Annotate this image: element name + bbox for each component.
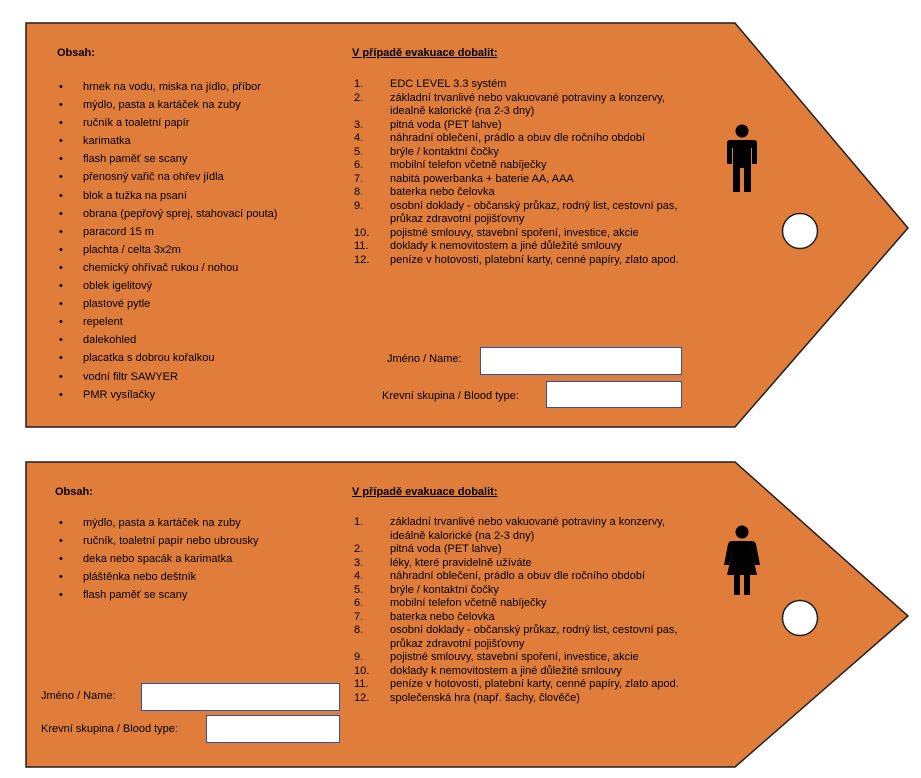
list-item (354, 624, 679, 638)
item-number: 9. (354, 199, 364, 212)
item-text: základní trvanlivé nebo vakuované potraviny a konzervy, (390, 91, 665, 104)
list-item: • oblek igelitový (59, 277, 277, 295)
item-number: 4. (354, 570, 364, 582)
obsah-title: Obsah: (57, 47, 95, 59)
item-number: 10. (354, 226, 370, 239)
list-item: • dalekohled (59, 331, 277, 349)
item-number: 7. (354, 172, 364, 185)
list-item: • blok a tužka na psaní (59, 187, 277, 205)
tag-hole (783, 214, 818, 249)
item-text: náhradní oblečení, prádlo a obuv dle ročního období (390, 570, 646, 582)
list-item (354, 132, 679, 146)
item-text: EDC LEVEL 3.3 systém (390, 78, 507, 90)
list-item (354, 254, 679, 268)
list-item: • obrana (pepřový sprej, stahovací pouta) (59, 205, 277, 223)
item-text: průkaz zdravotní pojišťovny (390, 213, 525, 225)
list-item (354, 557, 679, 571)
item-number: 1. (354, 516, 364, 528)
list-item (354, 240, 679, 254)
evacuation-list (354, 516, 679, 705)
list-item: • paracord 15 m (59, 223, 277, 241)
evacuation-title: V případě evakuace dobalit: (352, 47, 498, 59)
item-text: osobní doklady - občanský průkaz, rodný list, cestovní pas, (390, 624, 678, 636)
list-item: • ručník, toaletní papír nebo ubrousky (59, 532, 259, 550)
item-text: peníze v hotovosti, platební karty, cenné papíry, zlato apod. (390, 253, 679, 266)
list-item: • mýdlo, pasta a kartáček na zuby (59, 96, 277, 114)
list-item (354, 570, 679, 584)
list-item: • mýdlo, pasta a kartáček na zuby (59, 514, 259, 532)
list-item: • repelent (59, 313, 277, 331)
item-text: brýle / kontaktní čočky (390, 145, 499, 158)
item-number: 5. (354, 583, 364, 596)
list-item-continuation (354, 105, 679, 119)
list-item (354, 692, 679, 706)
item-text: osobní doklady - občanský průkaz, rodný list, cestovní pas, (390, 199, 678, 212)
list-item: • ručník a toaletní papír (59, 114, 277, 132)
item-text: ideálně kalorické (na 2-3 dny) (390, 529, 535, 542)
list-item (354, 200, 679, 214)
item-number: 12. (354, 691, 370, 704)
item-number: 2. (354, 543, 364, 555)
list-item: • placatka s dobrou kořalkou (59, 349, 277, 367)
list-item (354, 186, 679, 200)
item-text: průkaz zdravotní pojišťovny (390, 637, 525, 650)
list-item (354, 173, 679, 187)
list-item (354, 78, 679, 92)
item-number: 3. (354, 556, 364, 569)
item-number: 9. (354, 651, 364, 663)
item-text: společenská hra (např. šachy, člověče) (390, 691, 580, 704)
list-item: • PMR vysílačky (59, 386, 277, 404)
list-item (354, 146, 679, 160)
list-item: • flash paměť se scany (59, 586, 259, 604)
list-item (354, 651, 679, 665)
luggage-tag-female (0, 440, 921, 778)
item-number: 1. (354, 78, 364, 90)
item-text: mobilní telefon včetně nabíječky (390, 159, 547, 171)
evacuation-list (354, 78, 679, 267)
item-text: pitná voda (PET lahve) (390, 543, 502, 555)
obsah-list (59, 514, 259, 604)
man-icon (722, 124, 762, 194)
item-number: 5. (354, 145, 364, 158)
list-item (354, 227, 679, 241)
item-number: 12. (354, 253, 370, 266)
list-item-continuation (354, 638, 679, 652)
list-item (354, 678, 679, 692)
list-item (354, 584, 679, 598)
item-number: 3. (354, 118, 364, 131)
item-number: 11. (354, 240, 369, 252)
item-text: doklady k nemovitostem a jiné důležité smlouvy (390, 240, 622, 252)
item-text: brýle / kontaktní čočky (390, 583, 499, 596)
list-item: • plastové pytle (59, 295, 277, 313)
list-item (354, 597, 679, 611)
item-text: nabitá powerbanka + baterie AA, AAA (390, 172, 574, 185)
list-item (354, 665, 679, 679)
blood-type-field[interactable] (546, 381, 682, 408)
item-number: 8. (354, 186, 364, 198)
name-field[interactable] (480, 347, 682, 375)
blood-type-label: Krevní skupina / Blood type: (382, 390, 519, 402)
item-text: základní trvanlivé nebo vakuované potraviny a konzervy, (390, 516, 665, 528)
list-item: • plachta / celta 3x2m (59, 241, 277, 259)
item-text: baterka nebo čelovka (390, 610, 495, 623)
item-number: 4. (354, 132, 364, 144)
item-number: 6. (354, 597, 364, 609)
list-item (354, 92, 679, 106)
item-number: 10. (354, 664, 370, 677)
item-text: náhradní oblečení, prádlo a obuv dle ročního období (390, 132, 646, 144)
tag-hole (783, 601, 818, 636)
list-item: • přenosný vařič na ohřev jídla (59, 168, 277, 186)
item-text: doklady k nemovitostem a jiné důležité smlouvy (390, 664, 622, 677)
list-item (354, 516, 679, 530)
list-item: • karimatka (59, 132, 277, 150)
item-text: peníze v hotovosti, platební karty, cenné papíry, zlato apod. (390, 678, 679, 690)
item-text: baterka nebo čelovka (390, 186, 495, 198)
list-item-continuation (354, 213, 679, 227)
item-number: 2. (354, 91, 364, 104)
item-text: pojistné smlouvy, stavební spoření, investice, akcie (390, 651, 639, 663)
name-label: Jméno / Name: (387, 353, 462, 365)
list-item: • chemický ohřívač rukou / nohou (59, 259, 277, 277)
list-item: • deka nebo spacák a karimatka (59, 550, 259, 568)
obsah-title: Obsah: (55, 486, 93, 498)
woman-icon (722, 525, 762, 597)
name-field[interactable] (141, 683, 340, 711)
item-number: 8. (354, 624, 364, 636)
item-text: pojistné smlouvy, stavební spoření, investice, akcie (390, 226, 639, 239)
obsah-list (59, 78, 277, 404)
item-text: léky, které pravidelně užíváte (390, 556, 532, 569)
item-number: 7. (354, 610, 364, 623)
name-label: Jméno / Name: (41, 690, 116, 702)
item-text: idealně kalorické (na 2-3 dny) (390, 105, 535, 117)
list-item-continuation (354, 530, 679, 544)
list-item (354, 611, 679, 625)
list-item: • hrnek na vodu, miska na jídlo, příbor (59, 78, 277, 96)
list-item: • vodní filtr SAWYER (59, 368, 277, 386)
list-item (354, 543, 679, 557)
list-item (354, 119, 679, 133)
item-text: mobilní telefon včetně nabíječky (390, 597, 547, 609)
evacuation-title: V případě evakuace dobalit: (352, 486, 498, 498)
item-text: pitná voda (PET lahve) (390, 118, 502, 131)
blood-type-field[interactable] (206, 715, 340, 743)
list-item: • pláštěnka nebo deštník (59, 568, 259, 586)
blood-type-label: Krevní skupina / Blood type: (41, 723, 178, 735)
item-number: 11. (354, 678, 369, 690)
item-number: 6. (354, 159, 364, 171)
list-item: • flash paměť se scany (59, 150, 277, 168)
list-item (354, 159, 679, 173)
